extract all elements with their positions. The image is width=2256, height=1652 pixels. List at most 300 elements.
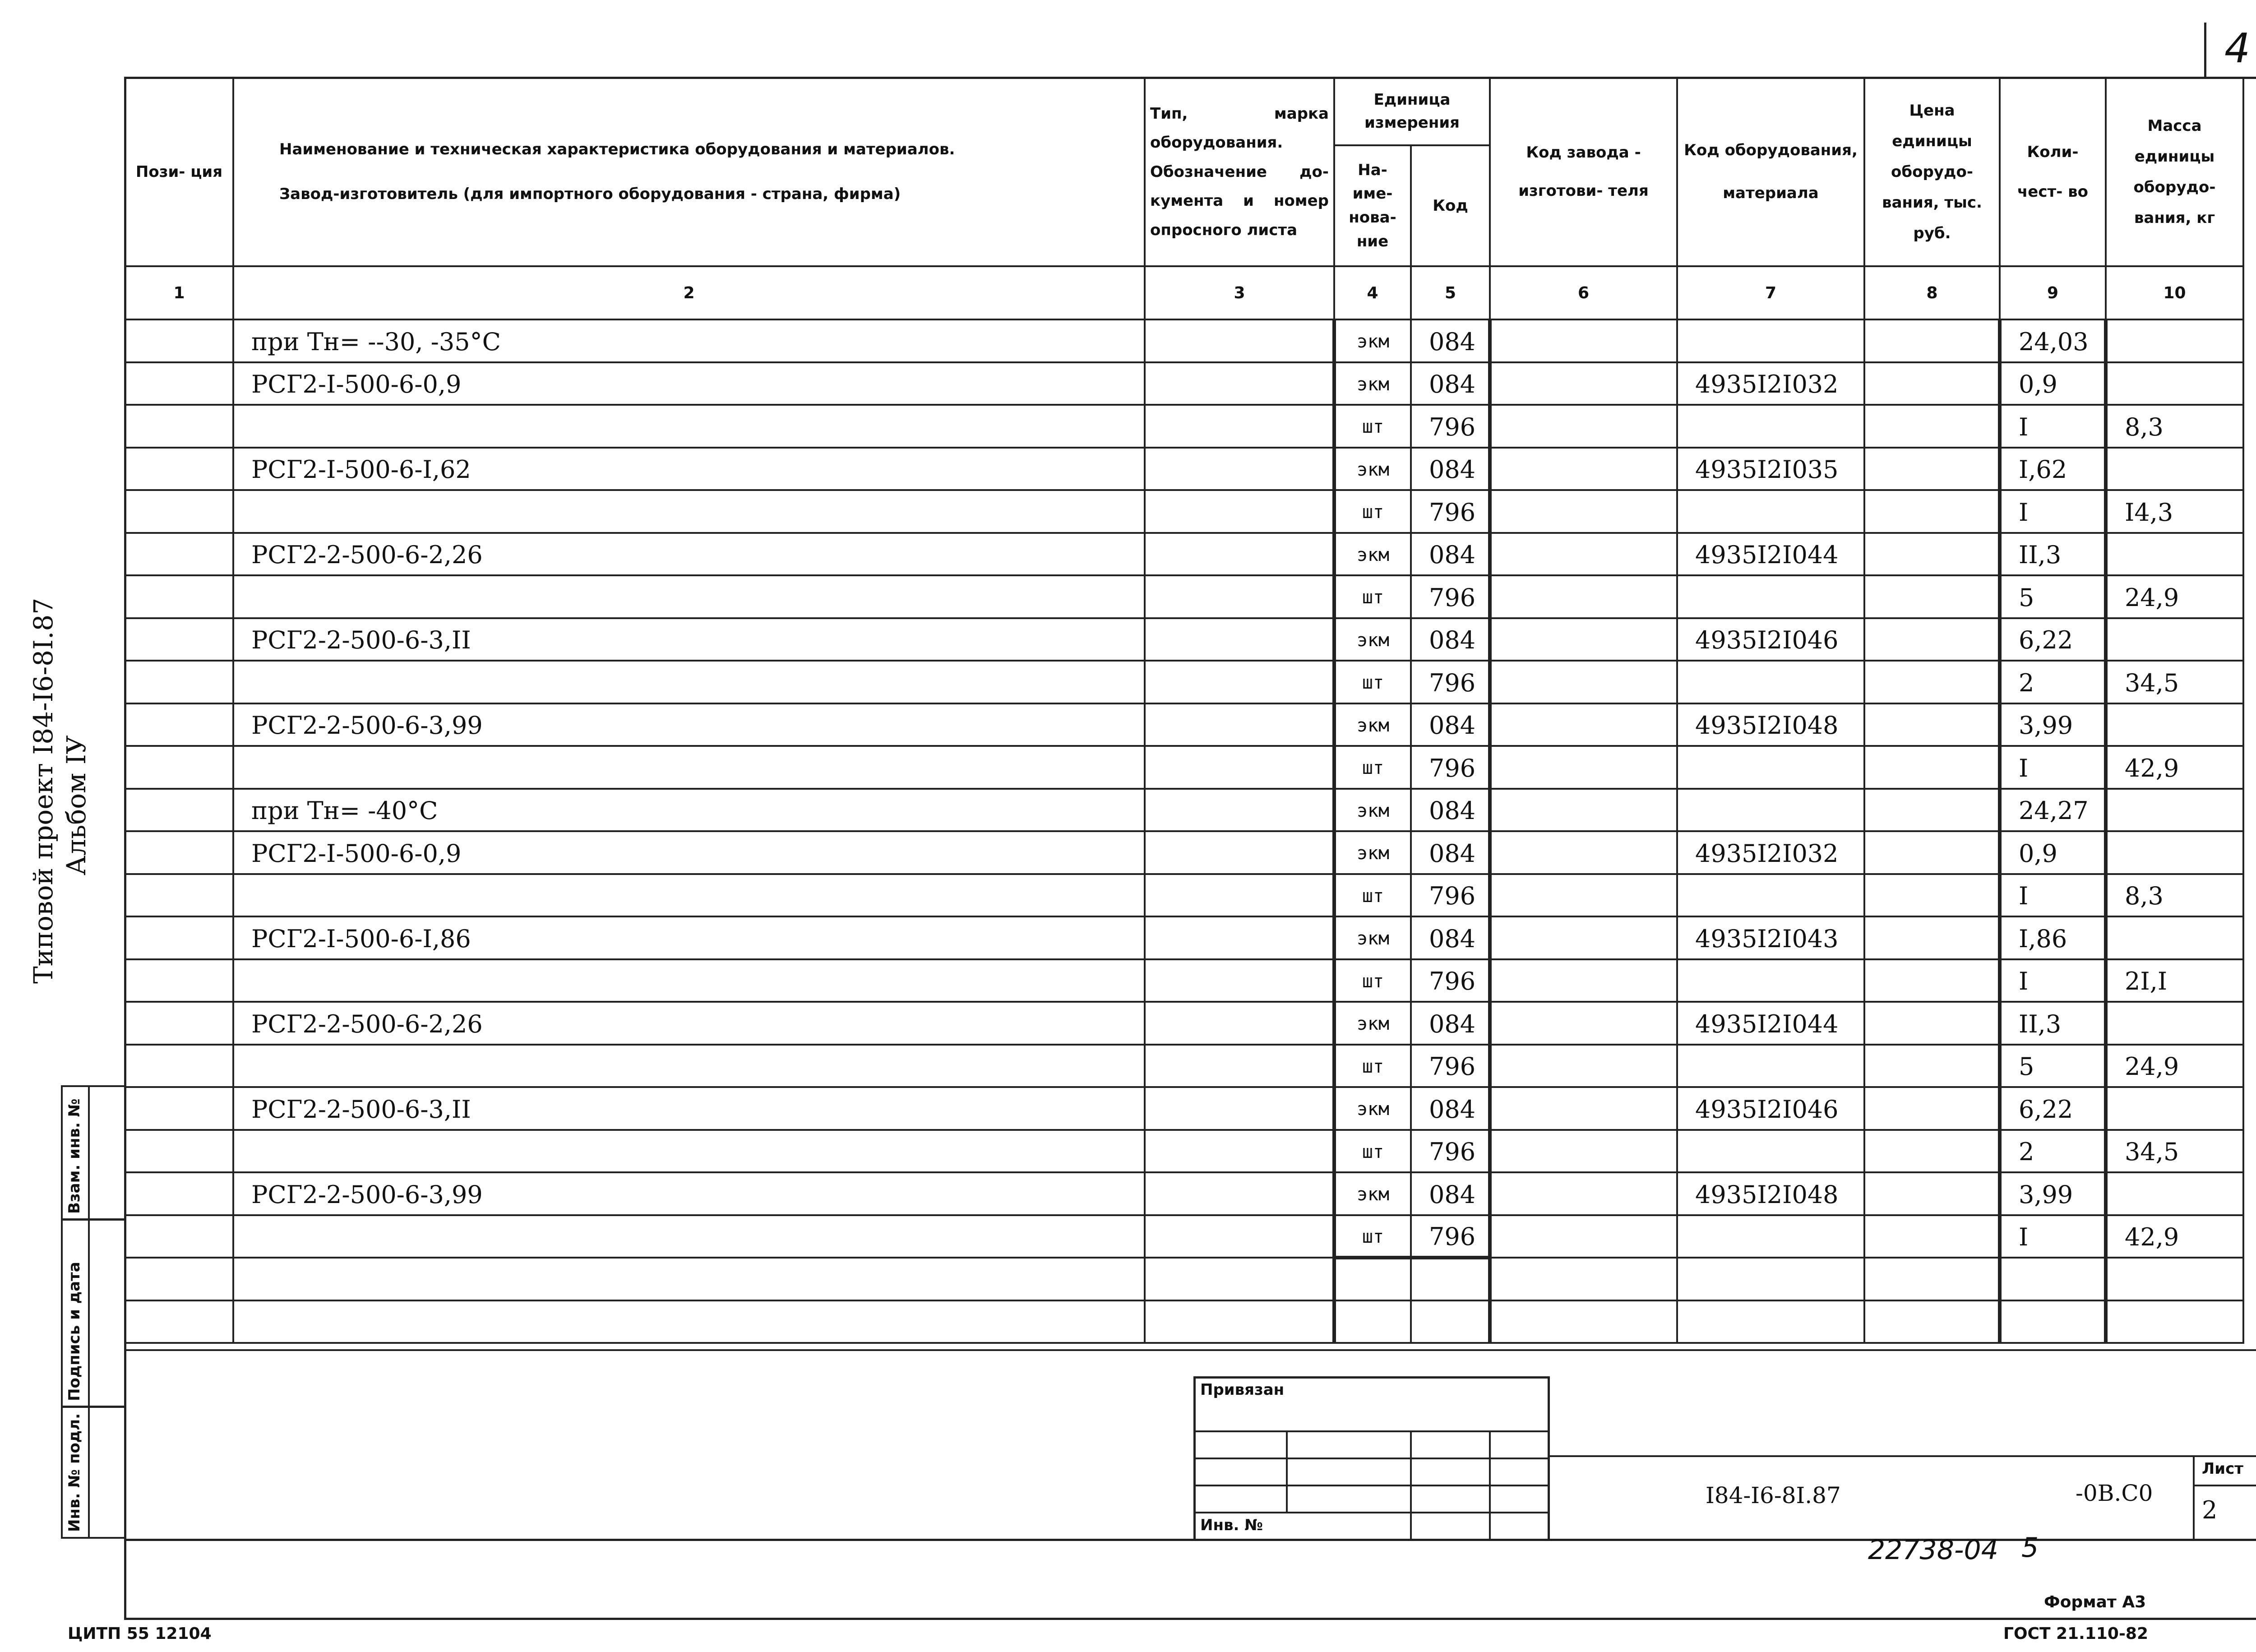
equipment-code-cell: 4935I2I044 — [1677, 1002, 1864, 1045]
factory-code-cell — [1490, 405, 1677, 448]
quantity-cell: 6,22 — [2000, 1087, 2106, 1130]
price-cell — [1864, 448, 2000, 491]
header-price: Цена единицы оборудо- вания, тыс. руб. — [1864, 78, 2000, 266]
unit-code-cell — [1411, 1258, 1490, 1300]
column-numbers-row — [125, 266, 2243, 319]
type-cell — [1145, 533, 1334, 576]
price-cell — [1864, 362, 2000, 405]
type-cell — [1145, 916, 1334, 959]
unit-code-cell: 796 — [1411, 1215, 1490, 1258]
position-cell — [125, 661, 233, 703]
column-number: 5 — [1411, 266, 1490, 319]
factory-code-cell — [1490, 1172, 1677, 1215]
type-cell — [1145, 1300, 1334, 1343]
position-cell — [125, 575, 233, 618]
unit-code-cell: 796 — [1411, 1130, 1490, 1173]
price-cell — [1864, 661, 2000, 703]
unit-name-cell — [1334, 1300, 1411, 1343]
factory-code-cell — [1490, 661, 1677, 703]
position-cell — [125, 405, 233, 448]
unit-code-cell: 084 — [1411, 1002, 1490, 1045]
equipment-code-cell: 4935I2I032 — [1677, 831, 1864, 874]
quantity-cell: I,62 — [2000, 448, 2106, 491]
equipment-code-cell — [1677, 1045, 1864, 1087]
factory-code-cell — [1490, 874, 1677, 917]
unit-name-cell: шт — [1334, 959, 1411, 1002]
unit-code-cell: 084 — [1411, 362, 1490, 405]
unit-name-cell: шт — [1334, 874, 1411, 917]
position-cell — [125, 618, 233, 661]
name-cell: РСГ2-I-500-6-I,86 — [233, 916, 1145, 959]
privyazan-hline3 — [1193, 1485, 1550, 1486]
factory-code-cell — [1490, 618, 1677, 661]
privyazan-vline2 — [1410, 1430, 1412, 1541]
type-cell — [1145, 1215, 1334, 1258]
price-cell — [1864, 533, 2000, 576]
privyazan-label: Привязан — [1200, 1381, 1285, 1399]
quantity-cell: I — [2000, 746, 2106, 789]
unit-code-cell: 796 — [1411, 405, 1490, 448]
header-equipment-code: Код оборудования, материала — [1677, 78, 1864, 266]
equipment-code-cell: 4935I2I046 — [1677, 618, 1864, 661]
mass-cell — [2106, 1300, 2243, 1343]
quantity-cell: I — [2000, 874, 2106, 917]
name-cell: РСГ2-I-500-6-I,62 — [233, 448, 1145, 491]
unit-name-cell: экм — [1334, 448, 1411, 491]
unit-name-cell — [1334, 1258, 1411, 1300]
factory-code-cell — [1490, 1087, 1677, 1130]
factory-code-cell — [1490, 1215, 1677, 1258]
type-cell — [1145, 959, 1334, 1002]
quantity-cell — [2000, 1300, 2106, 1343]
name-cell — [233, 874, 1145, 917]
name-cell: РСГ2-2-500-6-3,II — [233, 1087, 1145, 1130]
mass-cell — [2106, 916, 2243, 959]
equipment-code-cell — [1677, 661, 1864, 703]
price-cell — [1864, 1045, 2000, 1087]
page-number: 4 — [2224, 25, 2251, 72]
mass-cell: 42,9 — [2106, 1215, 2243, 1258]
name-cell: при Тн= --30, -35°С — [233, 319, 1145, 362]
name-cell: РСГ2-2-500-6-2,26 — [233, 1002, 1145, 1045]
gost-label: ГОСТ 21.110-82 — [2003, 1624, 2149, 1643]
column-number: 6 — [1490, 266, 1677, 319]
price-cell — [1864, 831, 2000, 874]
name-cell: РСГ2-2-500-6-3,99 — [233, 703, 1145, 746]
price-cell — [1864, 490, 2000, 533]
header-mass: Масса единицы оборудо- вания, кг — [2106, 78, 2243, 266]
type-cell — [1145, 1258, 1334, 1300]
unit-name-cell: экм — [1334, 789, 1411, 832]
factory-code-cell — [1490, 831, 1677, 874]
unit-name-cell: шт — [1334, 746, 1411, 789]
factory-code-cell — [1490, 916, 1677, 959]
price-cell — [1864, 319, 2000, 362]
price-cell — [1864, 1087, 2000, 1130]
quantity-cell: 0,9 — [2000, 831, 2106, 874]
factory-code-cell — [1490, 1258, 1677, 1300]
header-unit-name: На- име- нова- ние — [1334, 145, 1411, 266]
mass-cell — [2106, 1087, 2243, 1130]
table-row — [125, 959, 2243, 1002]
position-cell — [125, 533, 233, 576]
header-name — [233, 78, 1145, 266]
unit-name-cell: шт — [1334, 661, 1411, 703]
position-cell — [125, 1002, 233, 1045]
quantity-cell: 2 — [2000, 1130, 2106, 1173]
unit-code-cell: 796 — [1411, 1045, 1490, 1087]
equipment-code-cell: 4935I2I048 — [1677, 703, 1864, 746]
mass-cell: 8,3 — [2106, 405, 2243, 448]
equipment-code-cell — [1677, 874, 1864, 917]
position-cell — [125, 789, 233, 832]
name-cell — [233, 1300, 1145, 1343]
type-cell — [1145, 661, 1334, 703]
unit-code-cell: 796 — [1411, 746, 1490, 789]
type-cell — [1145, 746, 1334, 789]
factory-code-cell — [1490, 789, 1677, 832]
factory-code-cell — [1490, 533, 1677, 576]
doc-code: I84-I6-8I.87 — [1706, 1482, 1841, 1509]
type-cell — [1145, 1087, 1334, 1130]
name-cell: РСГ2-I-500-6-0,9 — [233, 831, 1145, 874]
mass-cell — [2106, 789, 2243, 832]
unit-code-cell: 084 — [1411, 1172, 1490, 1215]
equipment-code-cell: 4935I2I046 — [1677, 1087, 1864, 1130]
equipment-code-cell — [1677, 319, 1864, 362]
mass-cell: 2I,I — [2106, 959, 2243, 1002]
side-stamp-vzam-label: Взам. инв. № — [65, 1098, 83, 1214]
table-row — [125, 448, 2243, 491]
name-cell — [233, 661, 1145, 703]
table-row — [125, 618, 2243, 661]
quantity-cell: 6,22 — [2000, 618, 2106, 661]
position-cell — [125, 916, 233, 959]
footer-left-code: ЦИТП 55 12104 — [68, 1624, 212, 1643]
type-cell — [1145, 448, 1334, 491]
name-cell — [233, 490, 1145, 533]
table-row — [125, 1258, 2243, 1300]
unit-name-cell: экм — [1334, 703, 1411, 746]
quantity-cell: II,3 — [2000, 533, 2106, 576]
type-cell — [1145, 703, 1334, 746]
stamp-top-line — [124, 1349, 2256, 1351]
mass-cell: 34,5 — [2106, 661, 2243, 703]
mass-cell — [2106, 1172, 2243, 1215]
type-cell — [1145, 319, 1334, 362]
name-cell — [233, 959, 1145, 1002]
unit-code-cell: 796 — [1411, 575, 1490, 618]
type-cell — [1145, 1002, 1334, 1045]
unit-code-cell: 796 — [1411, 490, 1490, 533]
price-cell — [1864, 618, 2000, 661]
price-cell — [1864, 916, 2000, 959]
position-cell — [125, 1045, 233, 1087]
unit-code-cell: 084 — [1411, 448, 1490, 491]
name-cell — [233, 405, 1145, 448]
equipment-code-cell — [1677, 1215, 1864, 1258]
mass-cell — [2106, 1002, 2243, 1045]
header-quantity: Коли- чест- во — [2000, 78, 2106, 266]
position-cell — [125, 448, 233, 491]
factory-code-cell — [1490, 1300, 1677, 1343]
table-row — [125, 490, 2243, 533]
spec-table — [124, 77, 2244, 1344]
quantity-cell: 0,9 — [2000, 362, 2106, 405]
factory-code-cell — [1490, 448, 1677, 491]
quantity-cell: II,3 — [2000, 1002, 2106, 1045]
name-cell: РСГ2-2-500-6-2,26 — [233, 533, 1145, 576]
column-number: 9 — [2000, 266, 2106, 319]
unit-code-cell: 084 — [1411, 789, 1490, 832]
sheet-box-divider — [2193, 1485, 2256, 1486]
price-cell — [1864, 746, 2000, 789]
unit-name-cell: экм — [1334, 362, 1411, 405]
table-row — [125, 1172, 2243, 1215]
mass-cell: 34,5 — [2106, 1130, 2243, 1173]
column-number: 1 — [125, 266, 233, 319]
table-row — [125, 533, 2243, 576]
type-cell — [1145, 1045, 1334, 1087]
price-cell — [1864, 959, 2000, 1002]
equipment-code-cell: 4935I2I032 — [1677, 362, 1864, 405]
unit-name-cell: шт — [1334, 405, 1411, 448]
quantity-cell: I — [2000, 1215, 2106, 1258]
header-factory-code: Код завода - изготови- теля — [1490, 78, 1677, 266]
type-cell — [1145, 831, 1334, 874]
unit-name-cell: шт — [1334, 490, 1411, 533]
unit-code-cell: 084 — [1411, 703, 1490, 746]
side-stamp-inv-label: Инв. № подл. — [65, 1413, 83, 1532]
quantity-cell: I — [2000, 405, 2106, 448]
name-cell — [233, 746, 1145, 789]
position-cell — [125, 1087, 233, 1130]
handwritten-suffix: 5 — [2021, 1532, 2039, 1564]
factory-code-cell — [1490, 575, 1677, 618]
factory-code-cell — [1490, 319, 1677, 362]
header-unit-group: Единица измерения — [1334, 78, 1490, 145]
unit-code-cell: 796 — [1411, 874, 1490, 917]
name-cell — [233, 1130, 1145, 1173]
table-row — [125, 746, 2243, 789]
unit-code-cell: 084 — [1411, 1087, 1490, 1130]
quantity-cell: I,86 — [2000, 916, 2106, 959]
unit-name-cell: экм — [1334, 1172, 1411, 1215]
unit-code-cell: 796 — [1411, 959, 1490, 1002]
name-cell: при Тн= -40°С — [233, 789, 1145, 832]
equipment-code-cell — [1677, 1130, 1864, 1173]
mass-cell: I4,3 — [2106, 490, 2243, 533]
equipment-code-cell — [1677, 789, 1864, 832]
unit-name-cell: экм — [1334, 1087, 1411, 1130]
type-cell — [1145, 1130, 1334, 1173]
quantity-cell: I — [2000, 490, 2106, 533]
price-cell — [1864, 1002, 2000, 1045]
equipment-code-cell — [1677, 575, 1864, 618]
spec-table-body — [125, 319, 2243, 1343]
table-row — [125, 1045, 2243, 1087]
mass-cell — [2106, 703, 2243, 746]
price-cell — [1864, 1300, 2000, 1343]
unit-name-cell: экм — [1334, 618, 1411, 661]
table-row — [125, 362, 2243, 405]
name-cell — [233, 1215, 1145, 1258]
mass-cell: 24,9 — [2106, 575, 2243, 618]
equipment-code-cell: 4935I2I044 — [1677, 533, 1864, 576]
price-cell — [1864, 405, 2000, 448]
mass-cell — [2106, 448, 2243, 491]
side-title-line1: Типовой проект I84-I6-8I.87 — [28, 597, 59, 984]
header-unit-code: Код — [1411, 145, 1490, 266]
table-row — [125, 1300, 2243, 1343]
position-cell — [125, 490, 233, 533]
price-cell — [1864, 1130, 2000, 1173]
header-position: Пози- ция — [125, 78, 233, 266]
table-row — [125, 831, 2243, 874]
type-cell — [1145, 490, 1334, 533]
price-cell — [1864, 1258, 2000, 1300]
price-cell — [1864, 789, 2000, 832]
header-type: Тип, марка оборудования. Обозначение до- кумента и номер опросного листа — [1145, 78, 1334, 266]
unit-code-cell: 084 — [1411, 319, 1490, 362]
unit-code-cell: 084 — [1411, 618, 1490, 661]
column-number: 2 — [233, 266, 1145, 319]
unit-code-cell — [1411, 1300, 1490, 1343]
table-row — [125, 703, 2243, 746]
handwritten-number: 22738-04 — [1868, 1534, 1998, 1566]
factory-code-cell — [1490, 746, 1677, 789]
type-cell — [1145, 618, 1334, 661]
unit-name-cell: экм — [1334, 1002, 1411, 1045]
price-cell — [1864, 1172, 2000, 1215]
side-stamp-podpis-label: Подпись и дата — [65, 1262, 83, 1401]
unit-name-cell: шт — [1334, 575, 1411, 618]
table-row — [125, 789, 2243, 832]
unit-name-cell: экм — [1334, 533, 1411, 576]
mass-cell — [2106, 618, 2243, 661]
position-cell — [125, 1300, 233, 1343]
table-row — [125, 1215, 2243, 1258]
side-title — [27, 598, 92, 984]
privyazan-vline3 — [1489, 1430, 1491, 1541]
position-cell — [125, 874, 233, 917]
price-cell — [1864, 874, 2000, 917]
equipment-code-cell — [1677, 959, 1864, 1002]
quantity-cell: 2 — [2000, 661, 2106, 703]
mass-cell — [2106, 319, 2243, 362]
position-cell — [125, 959, 233, 1002]
table-row — [125, 1002, 2243, 1045]
quantity-cell: 5 — [2000, 575, 2106, 618]
unit-code-cell: 084 — [1411, 831, 1490, 874]
privyazan-vline1 — [1286, 1430, 1288, 1512]
position-cell — [125, 746, 233, 789]
name-cell — [233, 1258, 1145, 1300]
position-cell — [125, 362, 233, 405]
side-title-line2: Альбом IУ — [60, 735, 92, 875]
table-row — [125, 1087, 2243, 1130]
position-cell — [125, 319, 233, 362]
column-number: 10 — [2106, 266, 2243, 319]
header-name-line1: Наименование и техническая характеристика оборудования и материалов. — [279, 140, 955, 159]
mass-cell: 24,9 — [2106, 1045, 2243, 1087]
equipment-code-cell — [1677, 405, 1864, 448]
type-cell — [1145, 1172, 1334, 1215]
mass-cell: 42,9 — [2106, 746, 2243, 789]
mass-cell — [2106, 362, 2243, 405]
privyazan-hline2 — [1193, 1458, 1550, 1459]
unit-name-cell: шт — [1334, 1130, 1411, 1173]
header-name-line2: Завод-изготовитель (для импортного оборудования - страна, фирма) — [279, 185, 901, 203]
equipment-code-cell — [1677, 490, 1864, 533]
column-number: 3 — [1145, 266, 1334, 319]
unit-name-cell: экм — [1334, 916, 1411, 959]
factory-code-cell — [1490, 1130, 1677, 1173]
mass-cell: 8,3 — [2106, 874, 2243, 917]
table-row — [125, 575, 2243, 618]
name-cell — [233, 575, 1145, 618]
unit-name-cell: экм — [1334, 831, 1411, 874]
equipment-code-cell: 4935I2I048 — [1677, 1172, 1864, 1215]
position-cell — [125, 1172, 233, 1215]
privyazan-hline4 — [1193, 1512, 1550, 1513]
column-number: 7 — [1677, 266, 1864, 319]
factory-code-cell — [1490, 703, 1677, 746]
table-row — [125, 916, 2243, 959]
sheet-number: 2 — [2202, 1496, 2218, 1524]
quantity-cell: 24,03 — [2000, 319, 2106, 362]
name-cell: РСГ2-2-500-6-3,99 — [233, 1172, 1145, 1215]
factory-code-cell — [1490, 1002, 1677, 1045]
equipment-code-cell: 4935I2I035 — [1677, 448, 1864, 491]
unit-code-cell: 796 — [1411, 661, 1490, 703]
factory-code-cell — [1490, 362, 1677, 405]
table-row — [125, 405, 2243, 448]
inv-no-label: Инв. № — [1200, 1516, 1263, 1534]
quantity-cell: I — [2000, 959, 2106, 1002]
quantity-cell — [2000, 1258, 2106, 1300]
type-cell — [1145, 405, 1334, 448]
position-cell — [125, 1215, 233, 1258]
mass-cell — [2106, 1258, 2243, 1300]
position-cell — [125, 703, 233, 746]
unit-name-cell: шт — [1334, 1045, 1411, 1087]
mass-cell — [2106, 831, 2243, 874]
price-cell — [1864, 575, 2000, 618]
column-number: 4 — [1334, 266, 1411, 319]
doc-suffix: -0В.С0 — [2076, 1480, 2153, 1506]
table-row — [125, 319, 2243, 362]
quantity-cell: 3,99 — [2000, 1172, 2106, 1215]
price-cell — [1864, 1215, 2000, 1258]
type-cell — [1145, 874, 1334, 917]
factory-code-cell — [1490, 1045, 1677, 1087]
name-cell — [233, 1045, 1145, 1087]
unit-name-cell: шт — [1334, 1215, 1411, 1258]
equipment-code-cell — [1677, 746, 1864, 789]
type-cell — [1145, 789, 1334, 832]
table-row — [125, 661, 2243, 703]
quantity-cell: 5 — [2000, 1045, 2106, 1087]
position-cell — [125, 831, 233, 874]
sheet-label: Лист — [2202, 1460, 2243, 1478]
quantity-cell: 24,27 — [2000, 789, 2106, 832]
price-cell — [1864, 703, 2000, 746]
type-cell — [1145, 362, 1334, 405]
unit-name-cell: экм — [1334, 319, 1411, 362]
name-cell: РСГ2-I-500-6-0,9 — [233, 362, 1145, 405]
format-label: Формат А3 — [2044, 1593, 2146, 1611]
